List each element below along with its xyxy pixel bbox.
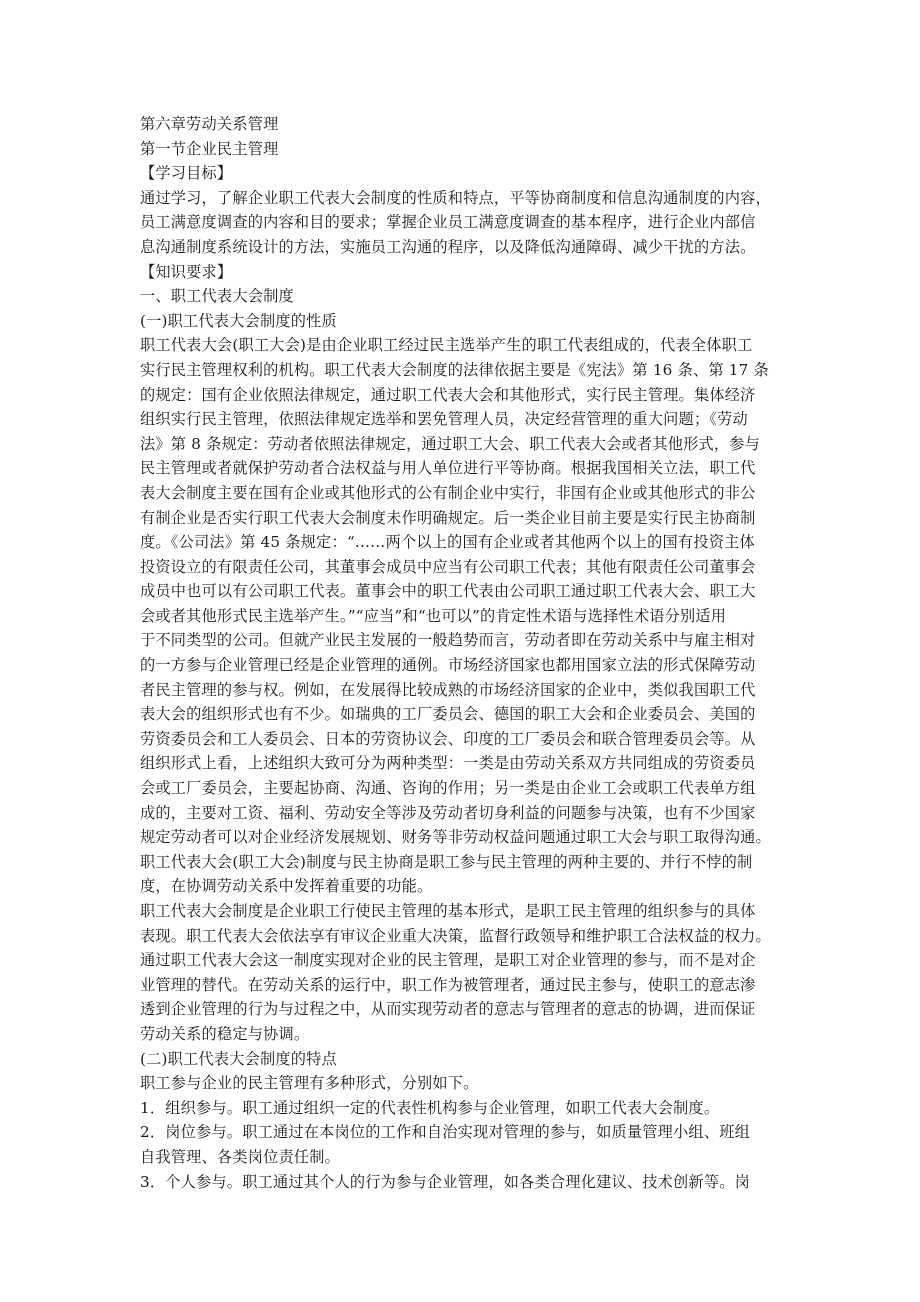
list-item-line: 1．组织参与。职工通过组织一定的代表性机构参与企业管理，如职工代表大会制度。 [140,1098,720,1117]
paragraph-line: 员工满意度调查的内容和目的要求；掌握企业员工满意度调查的基本程序，进行企业内部信 [140,213,756,232]
paragraph-line: 表大会的组织形式也有不少。如瑞典的工厂委员会、德国的职工大会和企业委员会、美国的 [140,705,756,724]
document-page [140,112,790,1194]
paragraph-line: 的一方参与企业管理已经是企业管理的通例。市场经济国家也都用国家立法的形式保障劳动 [140,656,756,675]
paragraph-line: 劳资委员会和工人委员会、日本的劳资协议会、印度的工厂委员会和联合管理委员会等。从 [140,729,756,748]
paragraph-line: 者民主管理的参与权。例如，在发展得比较成熟的市场经济国家的企业中，类似我国职工代 [140,680,756,699]
paragraph-line: 成员中也可以有公司职工代表。董事会中的职工代表由公司职工通过职工代表大会、职工大 [140,582,756,601]
paragraph-line: 度。《公司法》第 45 条规定：“……两个以上的国有企业或者其他两个以上的国有投资主体 [140,533,755,552]
list-item [140,1170,790,1195]
paragraph-line: 职工代表大会制度是企业职工行使民主管理的基本形式，是职工民主管理的组织参与的具体 [140,902,756,920]
paragraph-line: 组织实行民主管理，依照法律规定选举和罢免管理人员，决定经营管理的重大问题；《劳动 [140,410,748,429]
paragraph-line: 投资设立的有限责任公司，其董事会成员中应当有公司职工代表；其他有限责任公司董事会 [140,557,756,576]
paragraph-line: 表大会制度主要在国有企业或其他形式的公有制企业中实行，非国有企业或其他形式的非公 [140,483,756,502]
list-item [140,1096,790,1121]
paragraph-line: 职工代表大会(职工大会)制度与民主协商是职工参与民主管理的两种主要的、并行不悖的制 [140,852,753,871]
paragraph-line: 透到企业管理的行为与过程之中，从而实现劳动者的意志与管理者的意志的协调，进而保证 [140,1000,756,1019]
paragraph-line: 规定劳动者可以对企业经济发展规划、财务等非劳动权益问题通过职工大会与职工取得沟通。 [140,828,771,847]
paragraph-line: 于不同类型的公司。但就产业民主发展的一般趋势而言，劳动者即在劳动关系中与雇主相对 [140,631,756,650]
paragraph-line: 度，在协调劳动关系中发挥着重要的功能。 [140,877,433,896]
subtopic-heading: (二)职工代表大会制度的特点 [140,1049,337,1068]
paragraph-line: 会或工厂委员会，主要起协商、沟通、咨询的作用；另一类是由企业工会或职工代表单方组 [140,779,756,798]
knowledge-heading: 【知识要求】 [140,262,233,281]
paragraph-line: 会或者其他形式民主选举产生。”“应当”和“也可以”的肯定性术语与选择性术语分别适用 [140,606,727,625]
paragraph-basic-form [140,899,790,1047]
list-item-line: 自我管理、各类岗位责任制。 [140,1147,341,1166]
paragraph-line: 表现。职工代表大会依法享有审议企业重大决策，监督行政领导和维护职工合法权益的权力。 [140,926,771,945]
list-item [140,1120,790,1169]
list-item-line: 2．岗位参与。职工通过在本岗位的工作和自治实现对管理的参与，如质量管理小组、班组 [140,1123,750,1142]
paragraph-line: 法》第 8 条规定：劳动者依照法律规定，通过职工大会、职工代表大会或者其他形式，参与 [140,434,761,453]
section-title: 第一节企业民主管理 [140,139,279,158]
paragraph-line: 职工参与企业的民主管理有多种形式，分别如下。 [140,1074,479,1093]
paragraph-line: 民主管理或者就保护劳动者合法权益与用人单位进行平等协商。根据我国相关立法，职工代 [140,459,756,478]
paragraph-line: 成的，主要对工资、福利、劳动安全等涉及劳动者切身利益的问题参与决策，也有不少国家 [140,803,756,822]
paragraph-nature [140,333,790,899]
learning-goals-heading: 【学习目标】 [140,164,233,183]
paragraph-line: 有制企业是否实行职工代表大会制度未作明确规定。后一类企业目前主要是实行民主协商制 [140,508,756,527]
paragraph-line: 业管理的替代。在劳动关系的运行中，职工作为被管理者，通过民主参与，使职工的意志渗 [140,975,756,994]
topic-heading: 一、职工代表大会制度 [140,287,294,306]
learning-goals-paragraph [140,186,790,260]
participation-list [140,1096,790,1194]
paragraph-line: 实行民主管理权利的机构。职工代表大会制度的法律依据主要是《宪法》第 16 条、第 17 条 [140,360,769,379]
paragraph-line: 组织形式上看，上述组织大致可分为两种类型：一类是由劳动关系双方共同组成的劳资委员 [140,754,756,773]
chapter-title: 第六章劳动关系管理 [140,115,279,133]
list-item-line: 3．个人参与。职工通过其个人的行为参与企业管理，如各类合理化建议、技术创新等。岗 [140,1172,750,1191]
paragraph-line: 的规定：国有企业依照法律规定，通过职工代表大会和其他形式，实行民主管理。集体经济 [140,385,756,404]
paragraph-line: 通过职工代表大会这一制度实现对企业的民主管理，是职工对企业管理的参与，而不是对企 [140,951,756,970]
paragraph-line: 通过学习，了解企业职工代表大会制度的性质和特点，平等协商制度和信息沟通制度的内容， [140,188,771,207]
subtopic-heading: (一)职工代表大会制度的性质 [140,311,337,330]
paragraph-line: 劳动关系的稳定与协调。 [140,1024,310,1043]
paragraph-line: 息沟通制度系统设计的方法，实施员工沟通的程序，以及降低沟通障碍、减少干扰的方法。 [140,237,756,256]
paragraph-line: 职工代表大会(职工大会)是由企业职工经过民主选举产生的职工代表组成的，代表全体职工 [140,336,753,355]
